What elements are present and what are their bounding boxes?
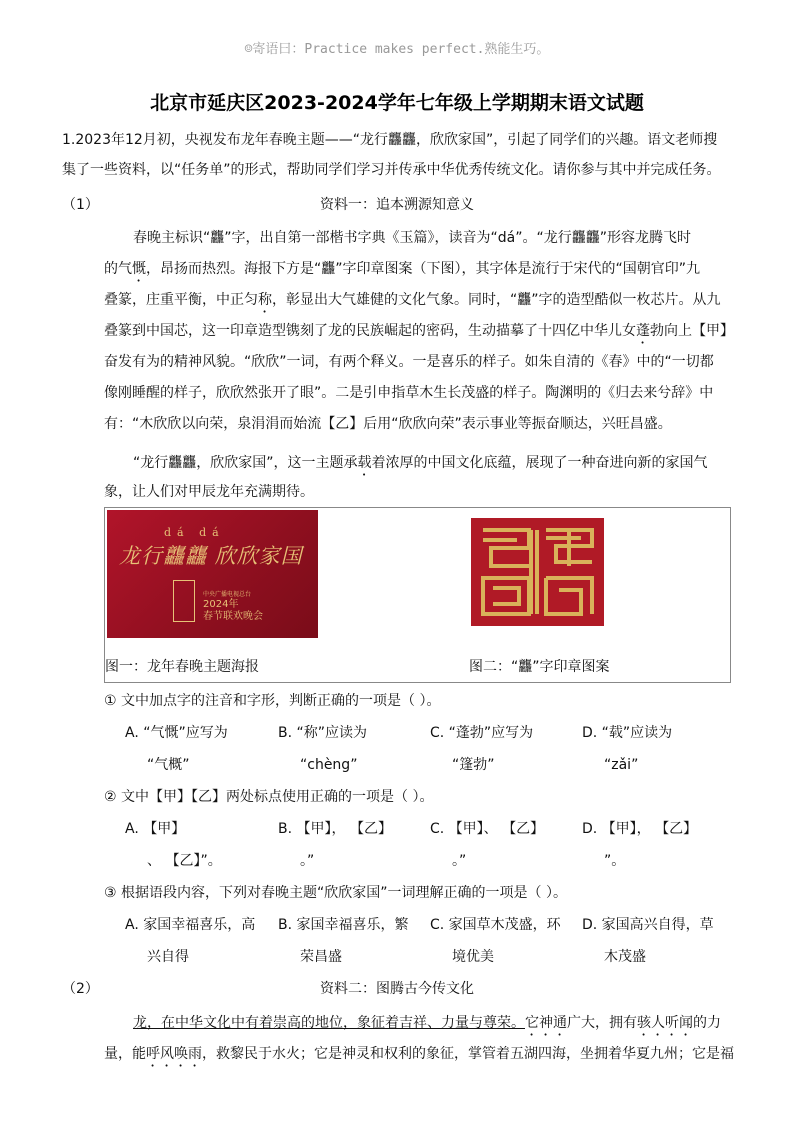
- q3-option-d-cont: 木茂盛: [604, 949, 646, 965]
- para2-line-2: 象，让人们对甲辰龙年充满期待。: [104, 484, 314, 500]
- figure-2-caption: 图二：“龘”字印章图案: [469, 659, 610, 675]
- para1-line-7: 有：“木欣欣以向荣，泉涓涓而始流【乙】后用“欣欣向荣”表示事业等振奋顺达，兴旺昌盛。: [104, 416, 672, 432]
- para1-line-6: 像刚睡醒的样子，欣欣然张开了眼”。二是引申指草木生长茂盛的样子。陶渊明的《归去来兮辞》中: [104, 385, 714, 401]
- para3-line-2: 量，能呼风唤雨，救黎民于水火；它是神灵和权利的象征，掌管着五湖四海，坐拥着华夏九州；它是福: [104, 1046, 734, 1062]
- part-1-label: 资料一：追本溯源知意义: [320, 197, 474, 213]
- q3-option-d: D. 家国高兴自得，草: [582, 917, 714, 933]
- q2-option-a: A. 【甲】: [125, 821, 186, 837]
- part-2-label: 资料二：图腾古今传文化: [320, 981, 474, 997]
- seal-stamp-image: [471, 518, 604, 626]
- dotted-char: 称: [258, 292, 272, 308]
- q3-option-a: A. 家国幸福喜乐，高: [125, 917, 256, 933]
- para1-line-2: 的气慨，昂扬而热烈。海报下方是“龘”字印章图案（下图），其字体是流行于宋代的“国朝官印”九: [104, 261, 701, 277]
- q2-option-c-cont: 。”: [452, 853, 467, 869]
- q3-option-b: B. 家国幸福喜乐，繁: [278, 917, 409, 933]
- intro-line-1: 1.2023年12月初，央视发布龙年春晚主题——“龙行龘龘，欣欣家国”，引起了同学们的兴趣。语文老师搜: [62, 132, 718, 148]
- q3-option-c: C. 家国草木茂盛，环: [430, 917, 561, 933]
- page-title: 北京市延庆区2023-2024学年七年级上学期期末语文试题: [150, 92, 644, 114]
- question-3-stem: ③ 根据语段内容，下列对春晚主题“欣欣家国”一词理解正确的一项是（ ）。: [104, 885, 567, 901]
- poster-image: [107, 510, 318, 638]
- dotted-char: 慨: [132, 261, 146, 277]
- para1-line-3: 叠篆，庄重平衡，中正匀称，彰显出大气雄健的文化气象。同时，“龘”字的造型酷似一枚芯片。从九: [104, 292, 721, 308]
- figure-box: [104, 507, 731, 683]
- figure-1-caption: 图一：龙年春晚主题海报: [105, 659, 259, 675]
- q2-option-b: B. 【甲】， 【乙】: [278, 821, 392, 837]
- seal-pattern-icon: [471, 518, 604, 626]
- q2-option-d: D. 【甲】， 【乙】: [582, 821, 698, 837]
- poster-pinyin: dá dá: [164, 526, 225, 539]
- dotted-char: 载: [357, 455, 372, 471]
- q1-option-d-cont: “zǎi”: [604, 757, 639, 773]
- dotted-char: 蓬: [636, 323, 650, 339]
- para2-line-1: “龙行龘龘，欣欣家国”，这一主题承载着浓厚的中国文化底蕴，展现了一种奋进向新的家国气: [133, 455, 708, 471]
- q3-option-b-cont: 荣昌盛: [300, 949, 342, 965]
- q2-option-c: C. 【甲】、 【乙】: [430, 821, 545, 837]
- q1-option-b-cont: “chèng”: [300, 757, 358, 773]
- poster-slogan: 龙行龘龘 欣欣家国: [119, 544, 303, 568]
- question-1-stem: ① 文中加点字的注音和字形，判断正确的一项是（ ）。: [104, 693, 441, 709]
- para1-line-4: 叠篆到中国芯，这一印章造型镌刻了龙的民族崛起的密码，生动描摹了十四亿中华儿女蓬勃向上【甲】: [104, 323, 734, 339]
- part-2-number: （2）: [62, 981, 99, 997]
- q1-option-c: C. “蓬勃”应写为: [430, 725, 534, 741]
- para1-line-5: 奋发有为的精神风貌。“欣欣”一词，有两个释义。一是喜乐的样子。如朱自清的《春》中的“一切都: [104, 354, 714, 370]
- question-2-stem: ② 文中【甲】【乙】两处标点使用正确的一项是（ ）。: [104, 789, 434, 805]
- watermark: ☺寄语曰：Practice makes perfect.熟能生巧。: [244, 42, 550, 57]
- q1-option-b: B. “称”应读为: [278, 725, 368, 741]
- q1-option-d: D. “载”应读为: [582, 725, 673, 741]
- q3-option-c-cont: 境优美: [452, 949, 494, 965]
- part-1-number: （1）: [62, 197, 99, 213]
- q2-option-a-cont: 、 【乙】”。: [147, 853, 222, 869]
- para1-line-1: 春晚主标识“龘”字，出自第一部楷书字典《玉篇》，读音为“dá”。“龙行龘龘”形容龙腾飞时: [133, 230, 691, 246]
- q1-option-c-cont: “篷勃”: [452, 757, 495, 773]
- q1-option-a-cont: “气概”: [147, 757, 190, 773]
- poster-subtitle: 中央广播电视总台 2024年 春节联欢晚会: [203, 591, 263, 622]
- q2-option-b-cont: 。”: [300, 853, 315, 869]
- underlined-sentence: 龙，在中华文化中有着崇高的地位，象征着吉祥、力量与尊荣。: [133, 1015, 525, 1031]
- intro-line-2: 集了一些资料，以“任务单”的形式，帮助同学们学习并传承中华优秀传统文化。请你参与其中并完成任务。: [62, 162, 721, 178]
- poster-seal-icon: [173, 580, 195, 622]
- q3-option-a-cont: 兴自得: [147, 949, 189, 965]
- para3-line-1: 龙，在中华文化中有着崇高的地位，象征着吉祥、力量与尊荣。它神通广大，拥有骇人听闻的力: [133, 1015, 721, 1031]
- q1-option-a: A. “气慨”应写为: [125, 725, 228, 741]
- q2-option-d-cont: ”。: [604, 853, 626, 869]
